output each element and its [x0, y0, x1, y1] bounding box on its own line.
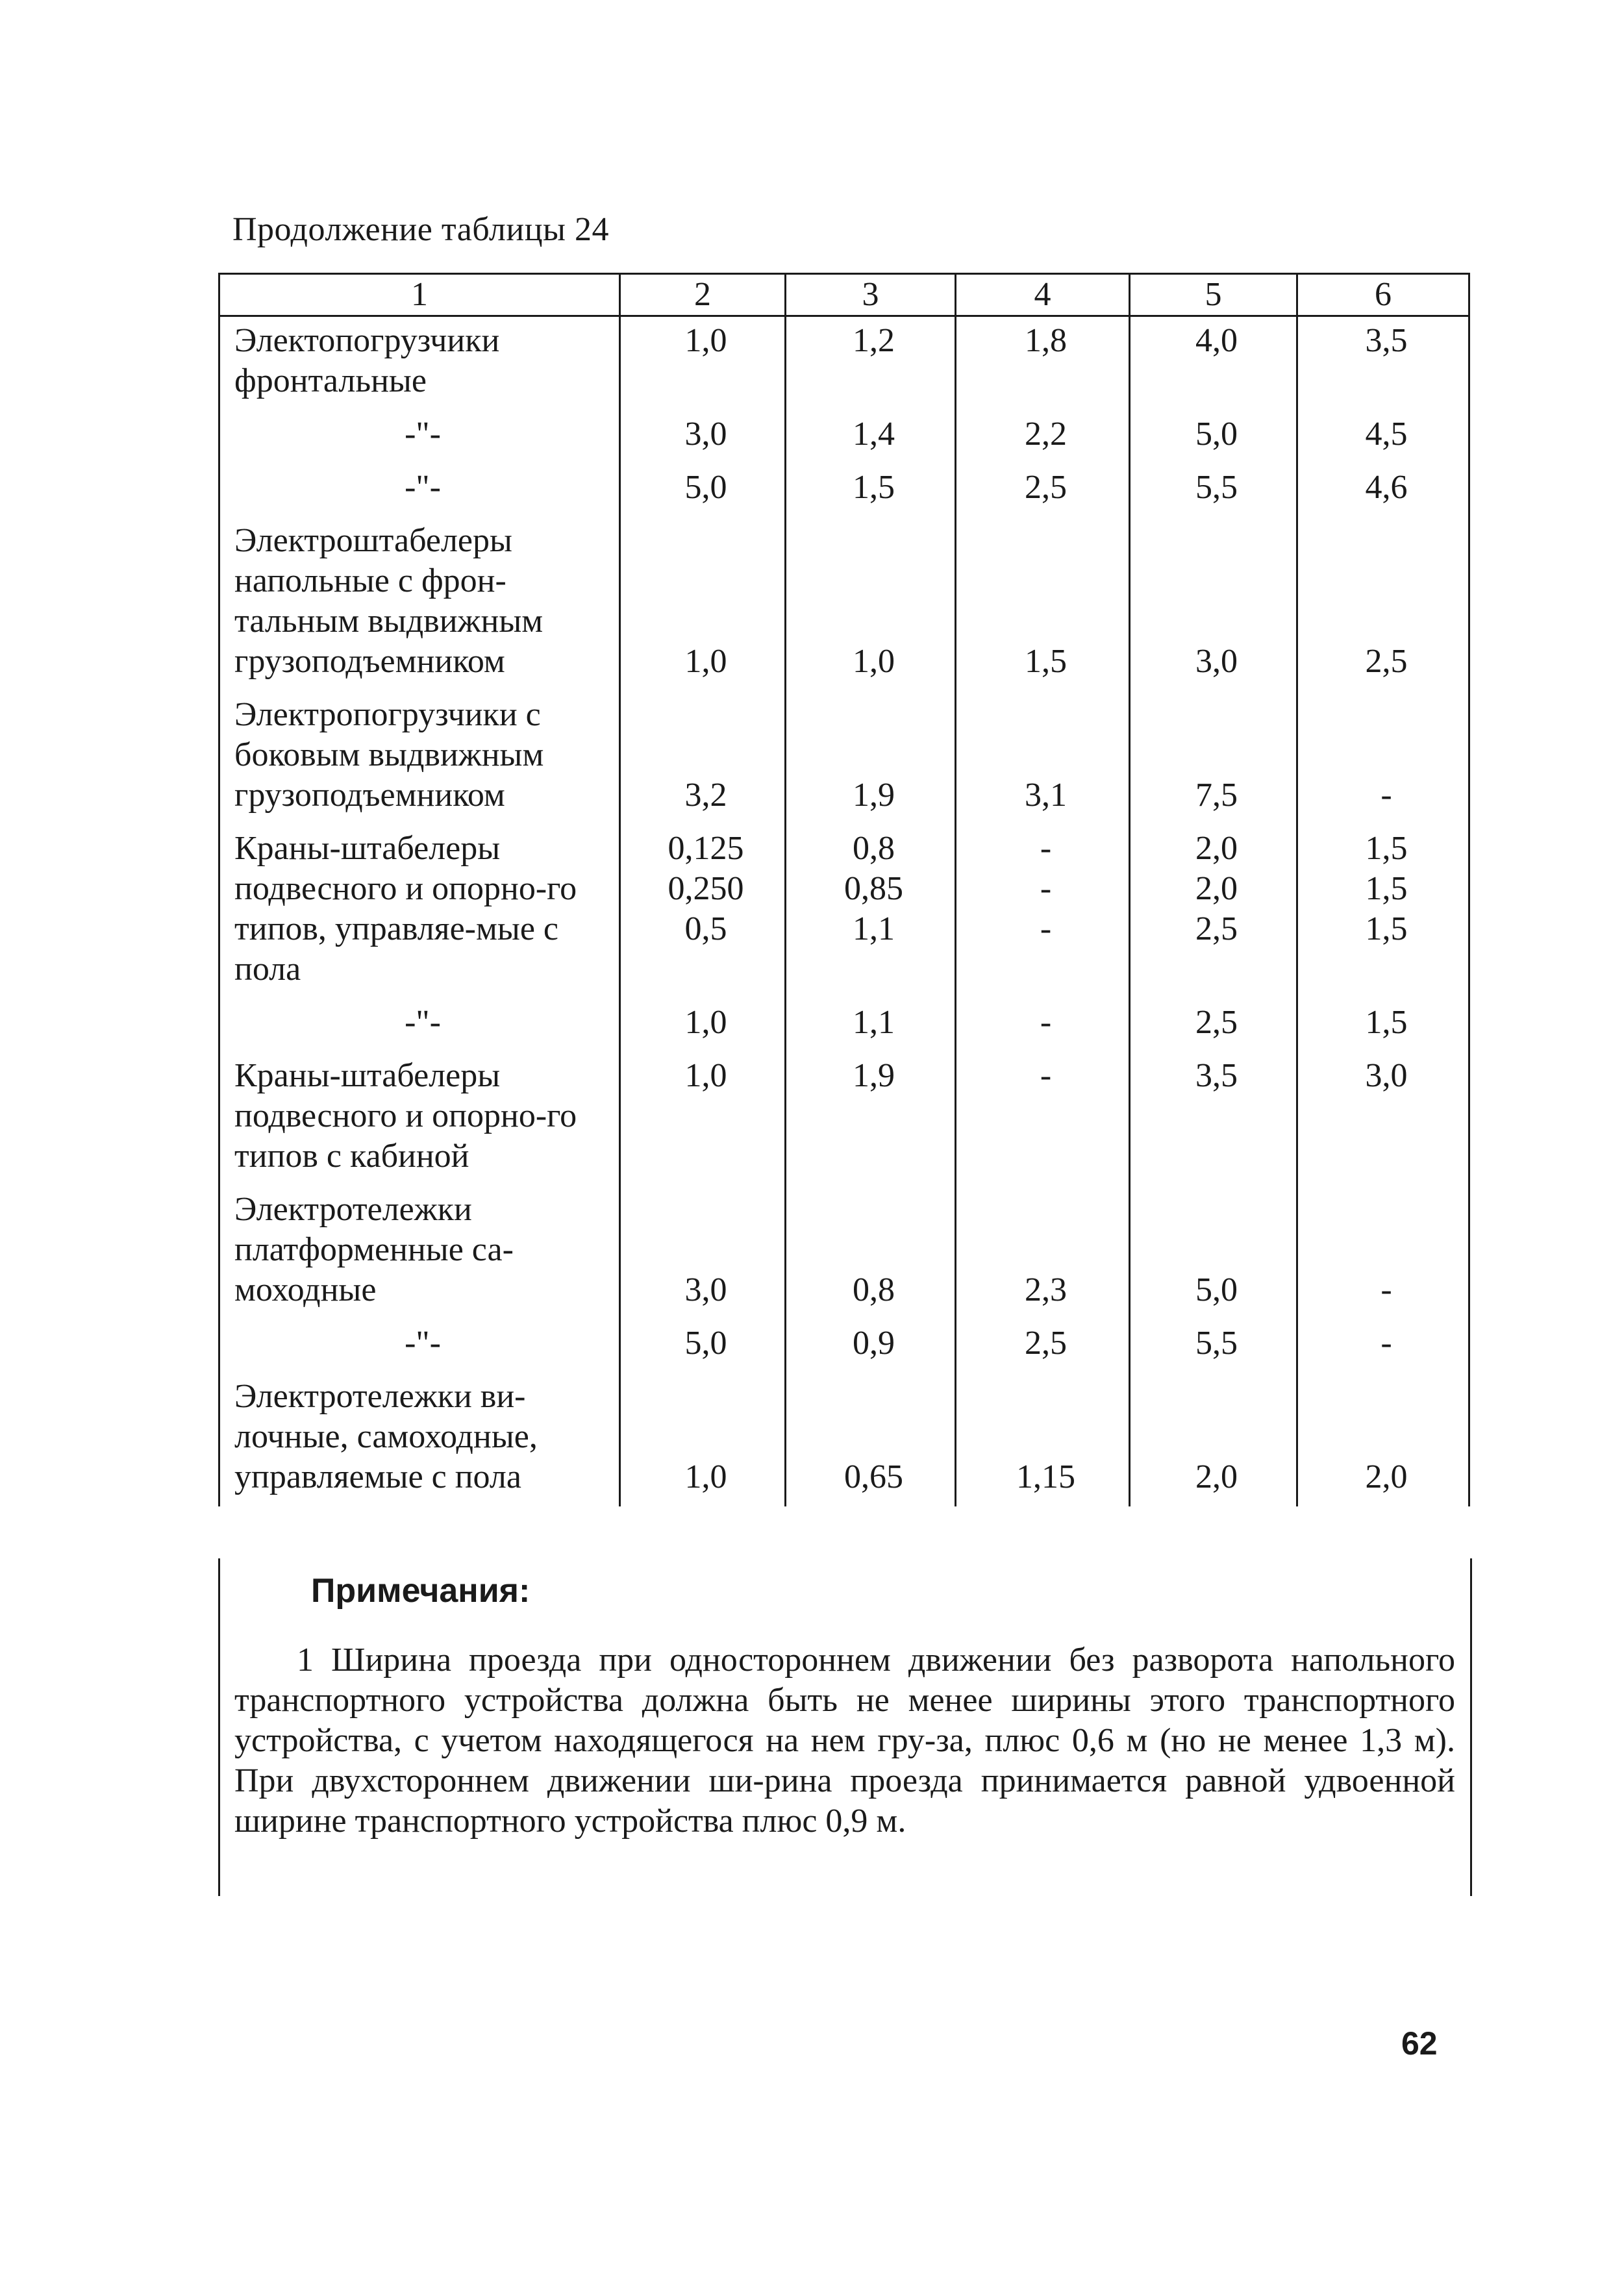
- table-cell: 3,2: [620, 691, 786, 825]
- table-row: [219, 410, 1469, 464]
- table-row: [219, 999, 1469, 1052]
- column-header: 1: [219, 274, 620, 316]
- table-cell: - - -: [956, 825, 1130, 999]
- table-cell: -: [1297, 1319, 1469, 1373]
- row-label: -"-: [219, 464, 620, 517]
- table-cell: 1,8: [956, 316, 1130, 411]
- table-cell: 1,5: [956, 517, 1130, 691]
- row-label: -"-: [219, 999, 620, 1052]
- column-header: 5: [1130, 274, 1297, 316]
- table-cell: 3,0: [620, 1186, 786, 1319]
- table-header-row: [219, 274, 1469, 316]
- table-cell: 1,9: [786, 691, 956, 825]
- table-cell: 1,5: [1297, 999, 1469, 1052]
- table-cell: 1,0: [786, 517, 956, 691]
- table-cell: 4,0: [1130, 316, 1297, 411]
- page-number: 62: [1401, 2025, 1438, 2062]
- table-row: [219, 1052, 1469, 1186]
- table-cell: -: [956, 999, 1130, 1052]
- table-cell: 1,0: [620, 999, 786, 1052]
- row-label: Электропогрузчики с боковым выдвижным грузоподъемником: [219, 691, 620, 825]
- row-label: Краны-штабелеры подвесного и опорно-го типов, управляе-мые с пола: [219, 825, 620, 999]
- table-cell: 3,0: [1130, 517, 1297, 691]
- table-cell: 7,5: [1130, 691, 1297, 825]
- table-cell: 5,0: [620, 464, 786, 517]
- table-cell: 4,5: [1297, 410, 1469, 464]
- table-cell: 0,125 0,250 0,5: [620, 825, 786, 999]
- column-header: 4: [956, 274, 1130, 316]
- table-cell: 2,0 2,0 2,5: [1130, 825, 1297, 999]
- table-cell: 2,2: [956, 410, 1130, 464]
- table-cell: 2,0: [1130, 1373, 1297, 1506]
- row-label: Электротележки платформенные са-моходные: [219, 1186, 620, 1319]
- table-row: [219, 691, 1469, 825]
- notes-section: [218, 1558, 1472, 1896]
- column-header: 3: [786, 274, 956, 316]
- table-cell: 0,8: [786, 1186, 956, 1319]
- table-cell: 0,8 0,85 1,1: [786, 825, 956, 999]
- table-cell: 3,0: [620, 410, 786, 464]
- table-cell: 0,9: [786, 1319, 956, 1373]
- table-cell: 1,0: [620, 1373, 786, 1506]
- table-cell: 1,0: [620, 316, 786, 411]
- notes-text: 1 Ширина проезда при одностороннем движении без разворота напольного транспортного устройства должна быть не менее ширины этого транспортного устройства, с учетом находящегося на нем гру-за, плюс 0,6 м (но не менее 1,3 м). При двухстороннем движении ши-рина проезда принимается равной удвоенной ширине транспортного устройства плюс 0,9 м.: [234, 1642, 1455, 1840]
- table-cell: 1,5: [786, 464, 956, 517]
- table-cell: 1,2: [786, 316, 956, 411]
- table-row: [219, 1373, 1469, 1506]
- data-table: [218, 273, 1470, 1506]
- table-row: [219, 825, 1469, 999]
- row-label: Электротележки ви-лочные, самоходные, управляемые с пола: [219, 1373, 620, 1506]
- row-label: Электопогрузчики фронтальные: [219, 316, 620, 411]
- table-cell: 5,5: [1130, 464, 1297, 517]
- table-cell: 3,1: [956, 691, 1130, 825]
- table-cell: 1,0: [620, 517, 786, 691]
- table-row: [219, 1186, 1469, 1319]
- table-body: [219, 316, 1469, 1507]
- table-cell: 5,0: [1130, 410, 1297, 464]
- table-cell: 5,0: [1130, 1186, 1297, 1319]
- table-cell: 3,0: [1297, 1052, 1469, 1186]
- table-cell: 5,5: [1130, 1319, 1297, 1373]
- table-row: [219, 316, 1469, 411]
- table-cell: -: [1297, 1186, 1469, 1319]
- table-row: [219, 464, 1469, 517]
- table-cell: 1,9: [786, 1052, 956, 1186]
- table-cell: 2,5: [1130, 999, 1297, 1052]
- table-cell: 1,5 1,5 1,5: [1297, 825, 1469, 999]
- table-cell: -: [1297, 691, 1469, 825]
- row-label: Электроштабелеры напольные с фрон-тальным выдвижным грузоподъемником: [219, 517, 620, 691]
- table-cell: 5,0: [620, 1319, 786, 1373]
- table-cell: 1,1: [786, 999, 956, 1052]
- table-cell: 2,3: [956, 1186, 1130, 1319]
- table-cell: 2,5: [956, 464, 1130, 517]
- notes-title: Примечания:: [311, 1572, 531, 1610]
- table-cell: 3,5: [1130, 1052, 1297, 1186]
- table-cell: 2,5: [956, 1319, 1130, 1373]
- table-cell: 2,5: [1297, 517, 1469, 691]
- table-cell: 4,6: [1297, 464, 1469, 517]
- column-header: 6: [1297, 274, 1469, 316]
- table-cell: 1,0: [620, 1052, 786, 1186]
- row-label: -"-: [219, 410, 620, 464]
- row-label: Краны-штабелеры подвесного и опорно-го типов с кабиной: [219, 1052, 620, 1186]
- table-row: [219, 517, 1469, 691]
- table-caption: Продолжение таблицы 24: [232, 211, 609, 248]
- column-header: 2: [620, 274, 786, 316]
- table-row: [219, 1319, 1469, 1373]
- row-label: -"-: [219, 1319, 620, 1373]
- table-cell: 1,15: [956, 1373, 1130, 1506]
- table-cell: 0,65: [786, 1373, 956, 1506]
- table-cell: 2,0: [1297, 1373, 1469, 1506]
- table-cell: 3,5: [1297, 316, 1469, 411]
- table-cell: 1,4: [786, 410, 956, 464]
- table-cell: -: [956, 1052, 1130, 1186]
